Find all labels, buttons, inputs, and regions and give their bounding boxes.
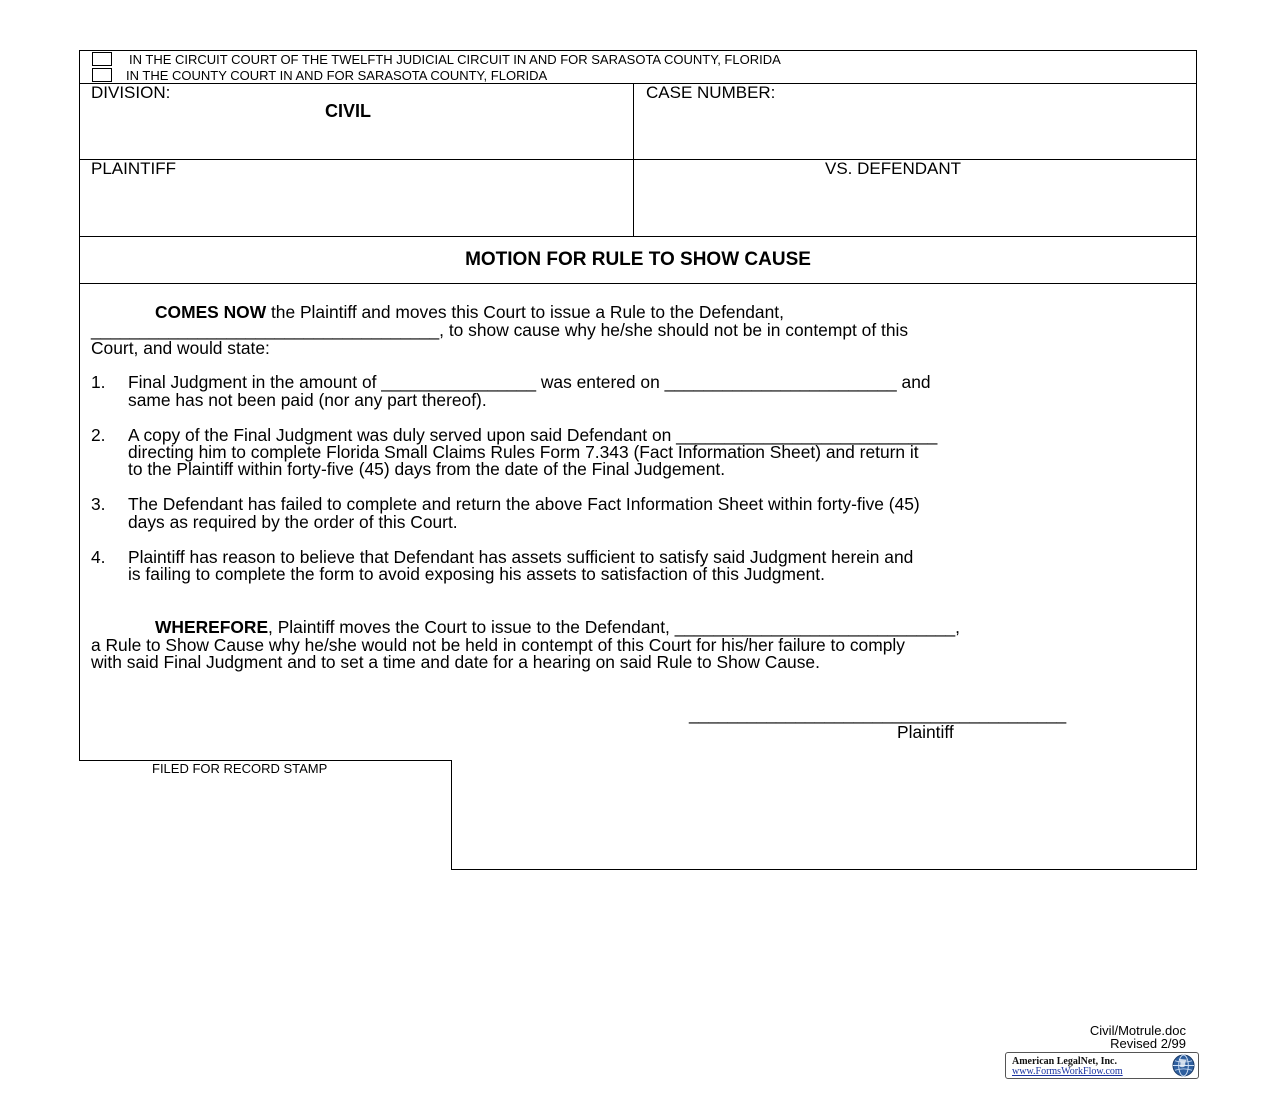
signature-line: _______________________________________ <box>689 704 1067 724</box>
wherefore-line-2: a Rule to Show Cause why he/she would not be held in contempt of this Court for his/her failure to comply <box>91 635 905 655</box>
division-value: CIVIL <box>325 101 372 121</box>
intro-line-2: ____________________________________, to show cause why he/she should not be in contempt of this <box>91 320 909 340</box>
logo-url-link[interactable]: www.FormsWorkFlow.com <box>1012 1066 1123 1077</box>
border-bottom <box>451 869 1197 870</box>
item-1-number: 1. <box>91 372 106 392</box>
plaintiff-label: PLAINTIFF <box>91 159 177 178</box>
item-1-line-1: Final Judgment in the amount of ________________ was entered on ________________________ and <box>128 372 931 392</box>
item-3-line-2: days as required by the order of this Court. <box>128 512 458 532</box>
item-2-line-2: directing him to complete Florida Small Claims Rules Form 7.343 (Fact Information Sheet) and return it <box>128 442 919 462</box>
border-top <box>79 50 1197 51</box>
item-4-line-1: Plaintiff has reason to believe that Defendant has assets sufficient to satisfy said Judgment herein and <box>128 547 914 567</box>
item-4-line-2: is failing to complete the form to avoid exposing his assets to satisfaction of this Judgment. <box>128 564 825 584</box>
item-3-number: 3. <box>91 494 106 514</box>
border-division <box>79 159 1197 160</box>
defendant-label: VS. DEFENDANT <box>825 159 962 178</box>
wherefore-line-1-text: , Plaintiff moves the Court to issue to the Defendant, _____________________________, <box>268 617 961 637</box>
intro-line-1 <box>155 304 784 322</box>
county-court-checkbox[interactable] <box>92 68 112 82</box>
signature-label: Plaintiff <box>897 722 954 742</box>
intro-line-3: Court, and would state: <box>91 338 270 358</box>
item-2-line-1: A copy of the Final Judgment was duly served upon said Defendant on ___________________________ <box>128 425 938 445</box>
border-left <box>79 50 80 761</box>
item-3-line-1: The Defendant has failed to complete and return the above Fact Information Sheet within forty-five (45) <box>128 494 920 514</box>
record-stamp-label: FILED FOR RECORD STAMP <box>152 761 328 776</box>
division-label: DIVISION: <box>91 83 171 102</box>
item-1-line-2: same has not been paid (nor any part thereof). <box>128 390 487 410</box>
border-court <box>79 83 1197 84</box>
circuit-court-checkbox[interactable] <box>92 52 112 66</box>
item-2-line-3: to the Plaintiff within forty-five (45) days from the date of the Final Judgement. <box>128 459 726 479</box>
border-title <box>79 283 1197 284</box>
border-right <box>1196 50 1197 870</box>
case-number-label: CASE NUMBER: <box>646 83 776 102</box>
globe-icon <box>1172 1054 1195 1077</box>
item-4-number: 4. <box>91 547 106 567</box>
border-parties <box>79 236 1197 237</box>
document-filename: Civil/Motrule.doc <box>1089 1023 1186 1038</box>
logo-company-name: American LegalNet, Inc. <box>1012 1056 1117 1067</box>
item-2-number: 2. <box>91 425 106 445</box>
american-legalnet-logo[interactable] <box>1005 1052 1199 1079</box>
comes-now-heading: COMES NOW <box>155 302 267 322</box>
revision-date: Revised 2/99 <box>1110 1036 1186 1051</box>
wherefore-heading: WHEREFORE <box>155 617 269 637</box>
intro-line-1-text: the Plaintiff and moves this Court to issue a Rule to the Defendant, <box>266 302 784 322</box>
border-middle <box>633 83 634 236</box>
wherefore-line-3: with said Final Judgment and to set a time and date for a hearing on said Rule to Show Cause. <box>91 652 820 672</box>
wherefore-line-1 <box>155 619 960 637</box>
stamp-right-border <box>451 760 452 870</box>
circuit-court-label: IN THE CIRCUIT COURT OF THE TWELFTH JUDICIAL CIRCUIT IN AND FOR SARASOTA COUNTY, FLORIDA <box>129 52 781 67</box>
county-court-label: IN THE COUNTY COURT IN AND FOR SARASOTA COUNTY, FLORIDA <box>126 68 548 83</box>
document-title: MOTION FOR RULE TO SHOW CAUSE <box>465 249 811 270</box>
